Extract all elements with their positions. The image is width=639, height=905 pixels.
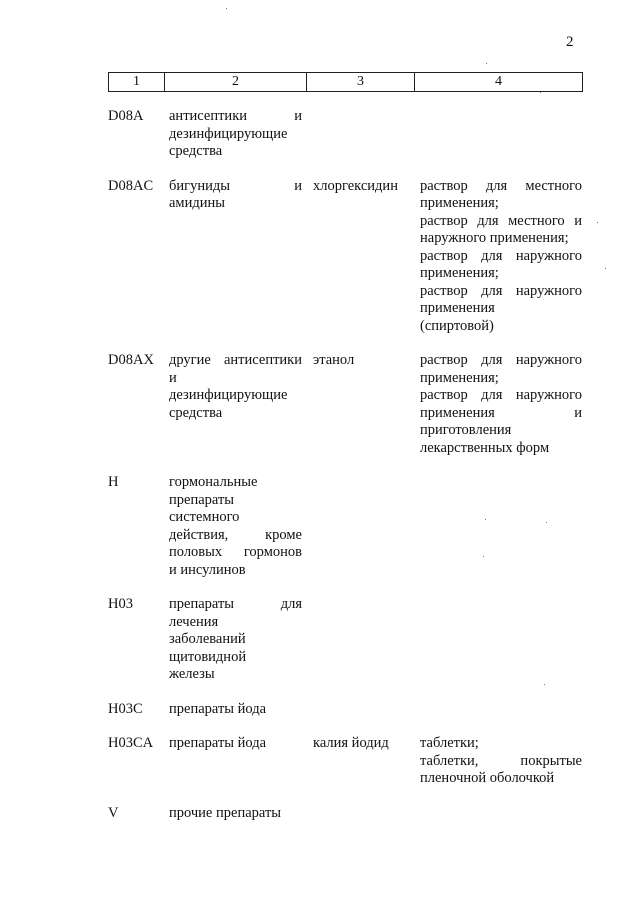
group-name-line: и инсулинов — [169, 561, 246, 578]
table-row — [108, 178, 582, 336]
scan-speck — [486, 63, 487, 64]
group-name-line: дезинфицирующие — [169, 387, 288, 403]
atc-code: D08A — [108, 108, 144, 124]
table-row — [108, 735, 582, 788]
group-name-line: железы — [169, 666, 215, 682]
group-name — [169, 178, 302, 213]
group-name-line: бигуниды и — [169, 177, 302, 194]
group-name-line: препараты — [169, 491, 235, 508]
atc-code: V — [108, 804, 119, 821]
dosage-form-line: (спиртовой) — [420, 317, 494, 334]
atc-code: D08AX — [108, 352, 154, 368]
group-name-line: антисептики и — [169, 108, 302, 124]
scan-speck — [605, 268, 606, 269]
column-header-2: 2 — [165, 73, 307, 92]
dosage-form-line: приготовления — [420, 422, 512, 438]
table-row — [108, 352, 582, 457]
group-name — [169, 596, 302, 684]
dosage-form-line: раствор для наружного — [420, 282, 582, 299]
column-header-1: 1 — [109, 73, 165, 92]
group-name-line: системного — [169, 509, 240, 525]
group-name-line: другие антисептики — [169, 352, 302, 368]
dosage-form-line: наружного применения; — [420, 230, 569, 246]
table-row — [108, 108, 582, 161]
table-row — [108, 596, 582, 684]
table-row — [108, 701, 582, 719]
group-name-line: действия, кроме — [169, 526, 302, 543]
dosage-form-line: таблетки; — [420, 735, 479, 751]
column-header-3: 3 — [307, 73, 415, 92]
group-name-line: средства — [169, 143, 223, 159]
classification-rows — [108, 108, 582, 839]
dosage-form-line: применения; — [420, 369, 499, 386]
page-number: 2 — [566, 34, 574, 50]
dosage-form-line: применения; — [420, 195, 499, 211]
table-row — [108, 805, 582, 823]
column-header-4: 4 — [415, 73, 583, 92]
group-name — [169, 805, 302, 823]
scan-speck — [483, 556, 484, 557]
dosage-forms — [414, 352, 582, 457]
group-name — [169, 701, 302, 719]
dosage-form-line: раствор для местного и — [420, 212, 582, 229]
atc-code: H03C — [108, 700, 143, 717]
atc-code: D08AC — [108, 177, 154, 194]
group-name-line: лечения — [169, 613, 219, 630]
group-name-line: щитовидной — [169, 648, 247, 665]
scan-speck — [546, 522, 547, 523]
dosage-form-line: применения; — [420, 265, 499, 281]
column-header-row — [109, 73, 583, 92]
dosage-forms — [414, 735, 582, 788]
column-header-table — [108, 72, 583, 92]
group-name-line: и — [169, 369, 177, 386]
group-name-line: прочие препараты — [169, 804, 282, 821]
scan-speck — [226, 8, 227, 9]
dosage-form-line: раствор для наружного — [420, 352, 582, 368]
atc-code: H03CA — [108, 735, 154, 751]
group-name-line: заболеваний — [169, 631, 246, 647]
atc-code: H03 — [108, 596, 133, 612]
group-name-line: гормональные — [169, 474, 258, 490]
atc-code: H — [108, 474, 119, 490]
group-name — [169, 352, 302, 422]
active-substance: хлоргексидин — [313, 177, 398, 194]
group-name — [169, 735, 302, 753]
dosage-form-line: применения — [420, 300, 495, 316]
dosage-form-line: таблетки, покрытые — [420, 752, 582, 769]
group-name-line: амидины — [169, 195, 226, 211]
active-substance: калия йодид — [313, 735, 389, 751]
group-name-line: препараты йода — [169, 700, 267, 717]
dosage-form-line: раствор для наружного — [420, 387, 582, 403]
group-name-line: препараты йода — [169, 735, 267, 751]
dosage-form-line: лекарственных форм — [420, 439, 550, 456]
scan-speck — [544, 684, 545, 685]
group-name-line: средства — [169, 404, 223, 421]
group-name — [169, 474, 302, 579]
table-row — [108, 474, 582, 579]
group-name — [169, 108, 302, 161]
dosage-form-line: применения и — [420, 404, 582, 421]
group-name-line: половых гормонов — [169, 544, 302, 560]
scan-speck — [485, 519, 486, 520]
group-name-line: дезинфицирующие — [169, 125, 288, 142]
active-substance: этанол — [313, 352, 355, 368]
dosage-form-line: раствор для наружного — [420, 247, 582, 264]
scan-speck — [597, 222, 598, 223]
dosage-form-line: раствор для местного — [420, 177, 582, 194]
scan-speck — [540, 92, 541, 93]
dosage-form-line: пленочной оболочкой — [420, 770, 555, 786]
dosage-forms — [414, 178, 582, 336]
group-name-line: препараты для — [169, 596, 302, 612]
